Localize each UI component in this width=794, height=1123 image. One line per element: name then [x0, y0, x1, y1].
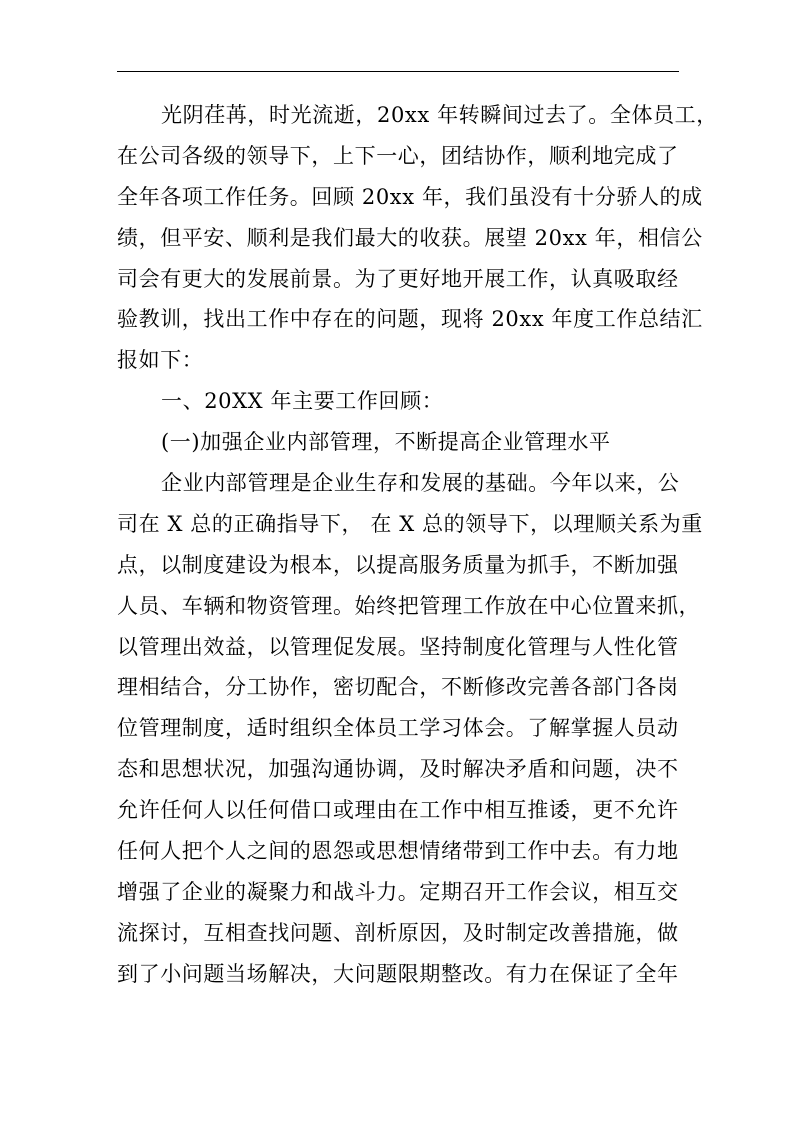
paragraph-line: 位管理制度，适时组织全体员工学习体会。了解掌握人员动	[117, 716, 679, 741]
paragraph-line: 以管理出效益，以管理促发展。坚持制度化管理与人性化管	[117, 634, 679, 659]
paragraph-line: 人员、车辆和物资管理。始终把管理工作放在中心位置来抓，	[117, 593, 701, 618]
subsection-heading: (一)加强企业内部管理，不断提高企业管理水平	[161, 430, 611, 455]
header-rule	[117, 71, 679, 72]
paragraph-line: 允许任何人以任何借口或理由在工作中相互推诿，更不允许	[117, 798, 679, 823]
paragraph-line: 在公司各级的领导下，上下一心，团结协作，顺利地完成了	[117, 143, 679, 168]
paragraph-line: 到了小问题当场解决，大问题限期整改。有力在保证了全年	[117, 961, 679, 986]
paragraph-line: 司会有更大的发展前景。为了更好地开展工作，认真吸取经	[117, 266, 679, 291]
paragraph-line: 绩，但平安、顺利是我们最大的收获。展望 20xx 年，相信公	[117, 225, 703, 250]
paragraph-line: 司在 X 总的正确指导下， 在 X 总的领导下，以理顺关系为重	[117, 511, 703, 536]
paragraph-line: 增强了企业的凝聚力和战斗力。定期召开工作会议，相互交	[117, 879, 679, 904]
paragraph-line: 全年各项工作任务。回顾 20xx 年，我们虽没有十分骄人的成	[117, 184, 703, 209]
paragraph-line: 报如下：	[117, 348, 204, 373]
paragraph-line: 理相结合，分工协作，密切配合，不断修改完善各部门各岗	[117, 675, 679, 700]
paragraph-line: 点，以制度建设为根本，以提高服务质量为抓手，不断加强	[117, 552, 679, 577]
paragraph-line: 企业内部管理是企业生存和发展的基础。今年以来，公	[161, 471, 680, 496]
body-text	[117, 95, 718, 995]
paragraph-line: 光阴荏苒，时光流逝，20xx 年转瞬间过去了。全体员工，	[161, 103, 718, 127]
paragraph-line: 态和思想状况，加强沟通协调，及时解决矛盾和问题，决不	[117, 757, 679, 782]
paragraph-line: 验教训，找出工作中存在的问题，现将 20xx 年度工作总结汇	[117, 307, 703, 332]
section-heading: 一、20XX 年主要工作回顾：	[161, 389, 444, 414]
paragraph-line: 流探讨，互相查找问题、剖析原因，及时制定改善措施，做	[117, 920, 679, 945]
paragraph-line: 任何人把个人之间的恩怨或思想情绪带到工作中去。有力地	[117, 839, 679, 864]
